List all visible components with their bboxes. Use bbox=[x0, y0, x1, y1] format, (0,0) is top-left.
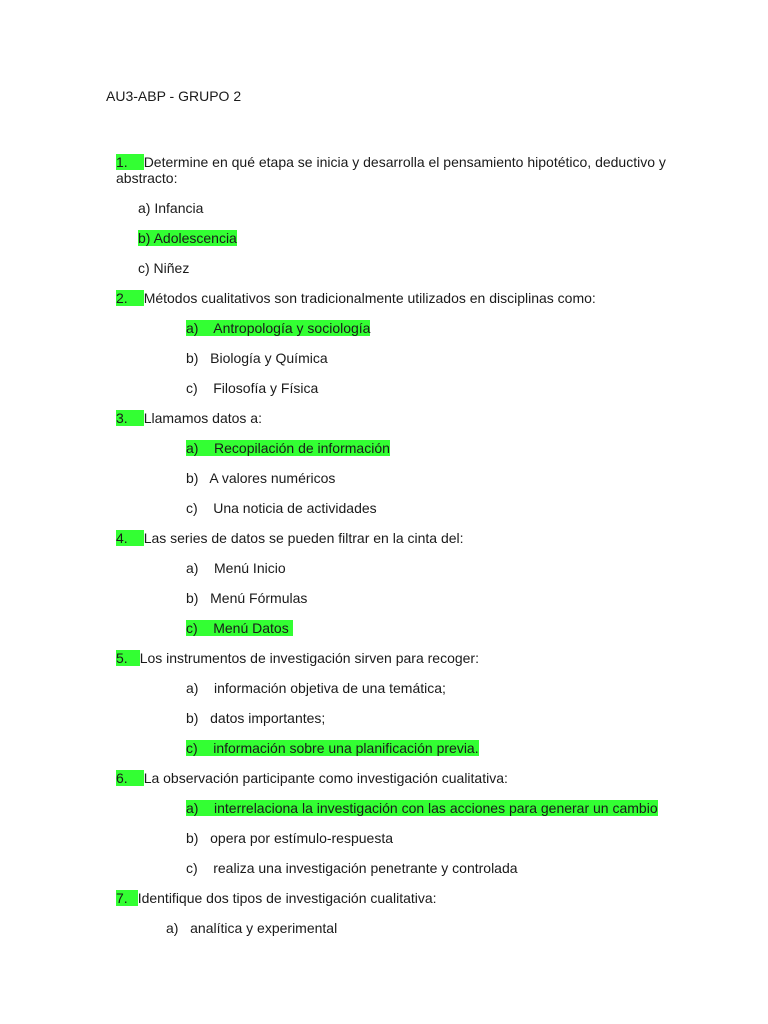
option-text: información objetiva de una temática; bbox=[214, 680, 446, 696]
option-letter: c) bbox=[186, 380, 198, 396]
question-1-number: 1. bbox=[116, 154, 144, 170]
question-5-option-c bbox=[186, 740, 479, 756]
option-letter: c) bbox=[186, 620, 198, 636]
option-text: información sobre una planificación previa. bbox=[213, 740, 479, 756]
question-6-option-c bbox=[186, 860, 518, 876]
question-4-option-a bbox=[186, 560, 286, 576]
option-text: Menú Inicio bbox=[214, 560, 286, 576]
question-1 bbox=[116, 154, 666, 170]
option-text: analítica y experimental bbox=[190, 920, 338, 936]
question-4-option-c bbox=[186, 620, 293, 636]
option-letter: a) bbox=[186, 440, 199, 456]
question-4-text: Las series de datos se pueden filtrar en la cinta del: bbox=[143, 530, 464, 546]
option-text: datos importantes; bbox=[210, 710, 326, 726]
question-2-text: Métodos cualitativos son tradicionalmente utilizados en disciplinas como: bbox=[143, 290, 596, 306]
question-7 bbox=[116, 890, 437, 906]
question-4-option-b bbox=[186, 590, 307, 606]
option-text: A valores numéricos bbox=[209, 470, 336, 486]
option-text: realiza una investigación penetrante y controlada bbox=[213, 860, 518, 876]
question-7-number: 7. bbox=[116, 890, 138, 906]
question-2-number: 2. bbox=[116, 290, 144, 306]
option-letter: b) bbox=[186, 710, 199, 726]
option-text: interrelaciona la investigación con las acciones para generar un cambio bbox=[214, 800, 658, 816]
question-5-option-b bbox=[186, 710, 325, 726]
option-text: Filosofía y Física bbox=[213, 380, 319, 396]
question-3-answer bbox=[186, 440, 390, 456]
question-5-option-a bbox=[186, 680, 446, 696]
option-letter: c) bbox=[186, 740, 198, 756]
question-6-answer bbox=[186, 800, 658, 816]
question-2-answer bbox=[186, 320, 370, 336]
question-3-option-c bbox=[186, 500, 377, 516]
question-5-number: 5. bbox=[116, 650, 140, 666]
question-1-option-c: c) Niñez bbox=[138, 260, 190, 276]
question-3-text: Llamamos datos a: bbox=[143, 410, 262, 426]
option-text: Biología y Química bbox=[210, 350, 328, 366]
question-4-answer bbox=[186, 620, 293, 636]
option-letter: a) bbox=[186, 320, 199, 336]
option-letter: b) bbox=[186, 470, 199, 486]
option-letter: a) bbox=[186, 800, 199, 816]
document-title: AU3-ABP - GRUPO 2 bbox=[106, 88, 242, 104]
question-1-answer: b) Adolescencia bbox=[138, 230, 237, 246]
question-6-option-a bbox=[186, 800, 658, 816]
option-text: Recopilación de información bbox=[214, 440, 390, 456]
question-4 bbox=[116, 530, 464, 546]
question-2-option-b bbox=[186, 350, 328, 366]
question-1-text-cont: abstracto: bbox=[116, 170, 178, 186]
question-1-option-b bbox=[138, 230, 237, 246]
question-3-option-b bbox=[186, 470, 335, 486]
question-6-option-b bbox=[186, 830, 393, 846]
question-6-number: 6. bbox=[116, 770, 144, 786]
option-text: Menú Fórmulas bbox=[210, 590, 308, 606]
question-4-number: 4. bbox=[116, 530, 144, 546]
question-3-number: 3. bbox=[116, 410, 144, 426]
option-letter: a) bbox=[186, 560, 199, 576]
question-6 bbox=[116, 770, 508, 786]
question-6-text: La observación participante como investigación cualitativa: bbox=[143, 770, 508, 786]
question-7-text: Identifique dos tipos de investigación cualitativa: bbox=[137, 890, 437, 906]
question-3-option-a bbox=[186, 440, 390, 456]
option-letter: c) bbox=[186, 860, 198, 876]
question-2 bbox=[116, 290, 596, 306]
question-1-text: Determine en qué etapa se inicia y desarrolla el pensamiento hipotético, deductivo y bbox=[143, 154, 666, 170]
option-text: Antropología y sociología bbox=[213, 320, 371, 336]
option-letter: a) bbox=[166, 920, 179, 936]
option-letter: a) bbox=[186, 680, 199, 696]
option-text: Menú Datos bbox=[213, 620, 289, 636]
option-letter: b) bbox=[186, 350, 199, 366]
option-text: opera por estímulo-respuesta bbox=[210, 830, 393, 846]
question-1-option-a: a) Infancia bbox=[138, 200, 204, 216]
question-2-option-c bbox=[186, 380, 318, 396]
question-2-option-a bbox=[186, 320, 370, 336]
question-5-text: Los instrumentos de investigación sirven para recoger: bbox=[139, 650, 479, 666]
option-letter: b) bbox=[186, 830, 199, 846]
option-text: Una noticia de actividades bbox=[213, 500, 377, 516]
option-letter: c) bbox=[186, 500, 198, 516]
question-3 bbox=[116, 410, 262, 426]
question-5-answer bbox=[186, 740, 479, 756]
question-7-option-a bbox=[166, 920, 337, 936]
question-5 bbox=[116, 650, 479, 666]
option-letter: b) bbox=[186, 590, 199, 606]
